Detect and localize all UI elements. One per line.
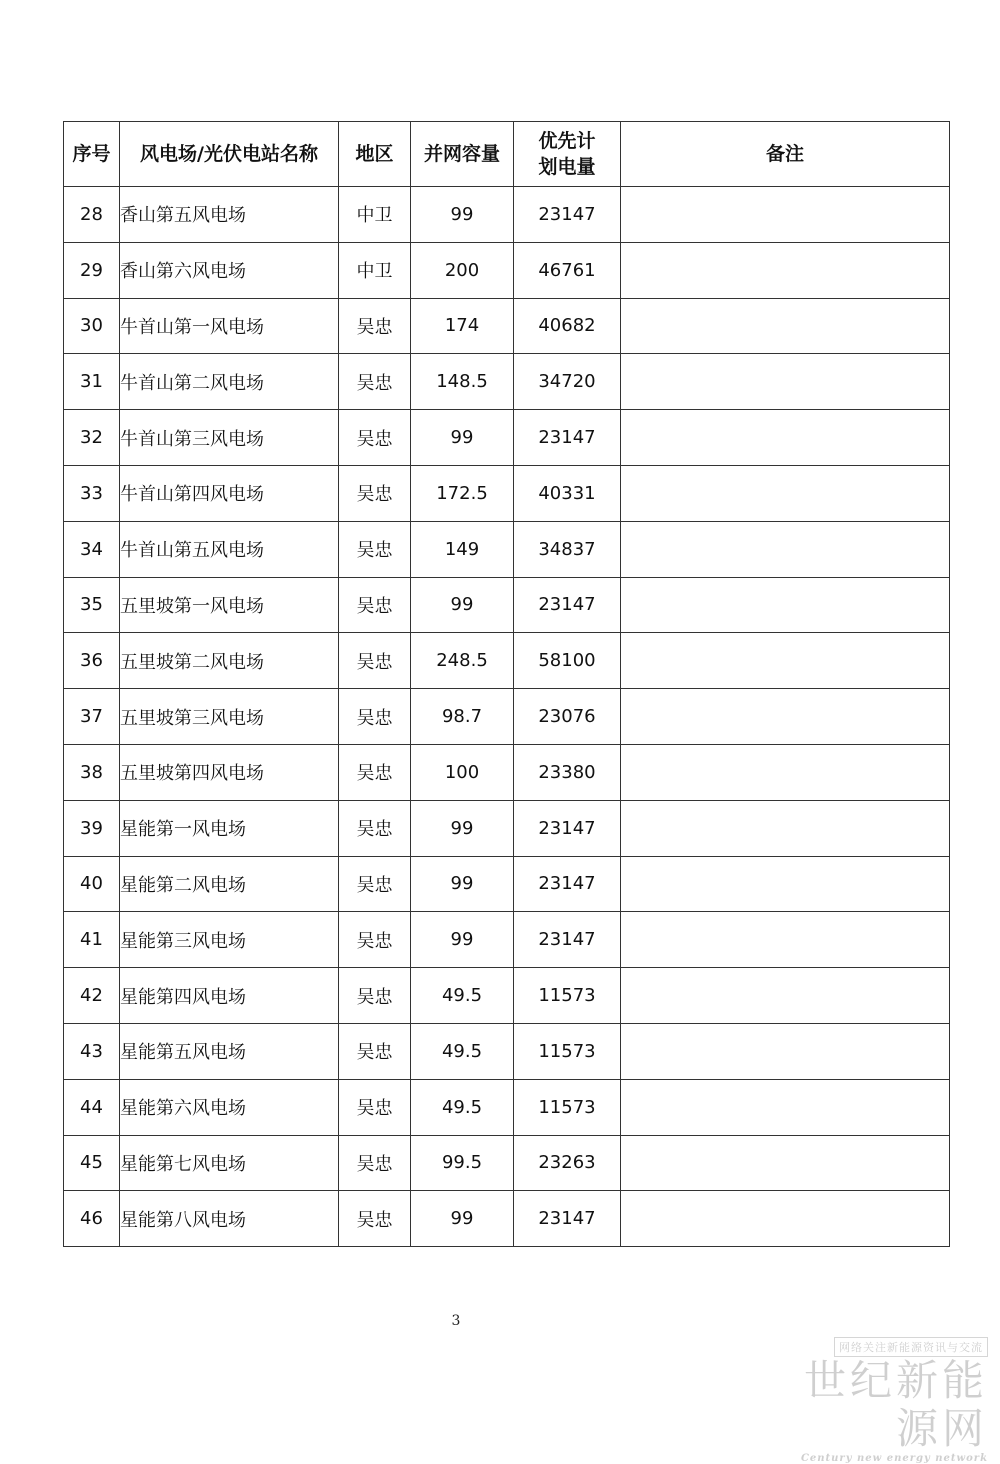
cell-seq: 28 [64, 187, 120, 243]
cell-capacity: 99 [411, 856, 514, 912]
table-row [64, 521, 950, 577]
cell-seq: 46 [64, 1191, 120, 1247]
cell-capacity: 248.5 [411, 633, 514, 689]
table-row [64, 689, 950, 745]
cell-plan: 23263 [514, 1135, 621, 1191]
cell-region: 吴忠 [339, 689, 411, 745]
cell-remark [621, 410, 950, 466]
cell-capacity: 99 [411, 912, 514, 968]
cell-remark [621, 912, 950, 968]
cell-plan: 11573 [514, 1023, 621, 1079]
cell-name: 星能第六风电场 [120, 1079, 339, 1135]
cell-remark [621, 800, 950, 856]
cell-region: 中卫 [339, 187, 411, 243]
cell-seq: 35 [64, 577, 120, 633]
cell-capacity: 99 [411, 410, 514, 466]
cell-region: 吴忠 [339, 354, 411, 410]
cell-capacity: 49.5 [411, 968, 514, 1024]
table-row [64, 242, 950, 298]
cell-capacity: 149 [411, 521, 514, 577]
watermark-tagline: 网络关注新能源资讯与交流 [834, 1337, 988, 1357]
table-row [64, 187, 950, 243]
cell-capacity: 49.5 [411, 1079, 514, 1135]
cell-name: 牛首山第一风电场 [120, 298, 339, 354]
watermark-logo: 世纪新能源网 [803, 1356, 988, 1453]
cell-name: 牛首山第二风电场 [120, 354, 339, 410]
cell-plan: 11573 [514, 1079, 621, 1135]
watermark-subtitle: Century new energy network [800, 1453, 988, 1464]
cell-region: 吴忠 [339, 577, 411, 633]
cell-region: 吴忠 [339, 1191, 411, 1247]
cell-seq: 42 [64, 968, 120, 1024]
cell-region: 吴忠 [339, 856, 411, 912]
header-name: 风电场/光伏电站名称 [120, 122, 339, 187]
cell-plan: 11573 [514, 968, 621, 1024]
header-seq: 序号 [64, 122, 120, 187]
cell-remark [621, 465, 950, 521]
cell-name: 五里坡第二风电场 [120, 633, 339, 689]
header-plan-line1: 优先计 [538, 130, 596, 152]
cell-region: 吴忠 [339, 298, 411, 354]
cell-seq: 41 [64, 912, 120, 968]
cell-remark [621, 689, 950, 745]
cell-remark [621, 242, 950, 298]
cell-region: 吴忠 [339, 968, 411, 1024]
cell-name: 香山第五风电场 [120, 187, 339, 243]
table-header-row [64, 122, 950, 187]
cell-region: 吴忠 [339, 521, 411, 577]
cell-plan: 23380 [514, 744, 621, 800]
cell-seq: 31 [64, 354, 120, 410]
table-row [64, 354, 950, 410]
watermark [766, 1336, 988, 1464]
cell-capacity: 172.5 [411, 465, 514, 521]
cell-remark [621, 1079, 950, 1135]
cell-region: 吴忠 [339, 1135, 411, 1191]
cell-region: 吴忠 [339, 410, 411, 466]
table-row [64, 1023, 950, 1079]
cell-remark [621, 1191, 950, 1247]
table-row [64, 577, 950, 633]
cell-name: 星能第五风电场 [120, 1023, 339, 1079]
cell-seq: 45 [64, 1135, 120, 1191]
table-row [64, 1191, 950, 1247]
cell-remark [621, 354, 950, 410]
cell-seq: 29 [64, 242, 120, 298]
station-table [63, 121, 950, 1247]
cell-region: 吴忠 [339, 800, 411, 856]
cell-seq: 38 [64, 744, 120, 800]
cell-remark [621, 521, 950, 577]
header-region: 地区 [339, 122, 411, 187]
header-capacity: 并网容量 [411, 122, 514, 187]
cell-capacity: 148.5 [411, 354, 514, 410]
cell-region: 吴忠 [339, 744, 411, 800]
page-number: 3 [451, 1313, 461, 1329]
cell-capacity: 99.5 [411, 1135, 514, 1191]
cell-plan: 23147 [514, 577, 621, 633]
cell-capacity: 49.5 [411, 1023, 514, 1079]
cell-region: 吴忠 [339, 633, 411, 689]
cell-seq: 32 [64, 410, 120, 466]
cell-seq: 33 [64, 465, 120, 521]
header-plan-line2: 划电量 [538, 156, 596, 178]
cell-remark [621, 744, 950, 800]
cell-name: 牛首山第三风电场 [120, 410, 339, 466]
table-row [64, 410, 950, 466]
cell-seq: 44 [64, 1079, 120, 1135]
cell-capacity: 200 [411, 242, 514, 298]
table-row [64, 465, 950, 521]
cell-remark [621, 1135, 950, 1191]
cell-capacity: 99 [411, 1191, 514, 1247]
cell-seq: 40 [64, 856, 120, 912]
cell-name: 星能第八风电场 [120, 1191, 339, 1247]
header-plan [514, 122, 621, 187]
table-row [64, 800, 950, 856]
cell-region: 吴忠 [339, 1079, 411, 1135]
header-remark: 备注 [621, 122, 950, 187]
cell-plan: 23147 [514, 800, 621, 856]
cell-region: 中卫 [339, 242, 411, 298]
cell-remark [621, 856, 950, 912]
table-row [64, 633, 950, 689]
cell-plan: 40682 [514, 298, 621, 354]
cell-seq: 34 [64, 521, 120, 577]
cell-seq: 37 [64, 689, 120, 745]
cell-name: 五里坡第一风电场 [120, 577, 339, 633]
cell-name: 星能第二风电场 [120, 856, 339, 912]
table-row [64, 744, 950, 800]
cell-name: 牛首山第五风电场 [120, 521, 339, 577]
cell-region: 吴忠 [339, 912, 411, 968]
cell-plan: 23147 [514, 1191, 621, 1247]
cell-capacity: 174 [411, 298, 514, 354]
cell-plan: 58100 [514, 633, 621, 689]
cell-seq: 30 [64, 298, 120, 354]
cell-seq: 39 [64, 800, 120, 856]
cell-plan: 40331 [514, 465, 621, 521]
cell-name: 香山第六风电场 [120, 242, 339, 298]
cell-name: 五里坡第三风电场 [120, 689, 339, 745]
table-row [64, 856, 950, 912]
cell-capacity: 100 [411, 744, 514, 800]
table-row [64, 298, 950, 354]
cell-plan: 34837 [514, 521, 621, 577]
table-row [64, 968, 950, 1024]
cell-seq: 36 [64, 633, 120, 689]
cell-capacity: 99 [411, 187, 514, 243]
cell-name: 星能第三风电场 [120, 912, 339, 968]
cell-capacity: 99 [411, 577, 514, 633]
table-row [64, 1079, 950, 1135]
cell-region: 吴忠 [339, 1023, 411, 1079]
cell-capacity: 98.7 [411, 689, 514, 745]
cell-remark [621, 1023, 950, 1079]
cell-capacity: 99 [411, 800, 514, 856]
cell-plan: 23147 [514, 187, 621, 243]
cell-name: 牛首山第四风电场 [120, 465, 339, 521]
cell-plan: 23147 [514, 856, 621, 912]
cell-remark [621, 577, 950, 633]
cell-plan: 23076 [514, 689, 621, 745]
cell-region: 吴忠 [339, 465, 411, 521]
cell-plan: 46761 [514, 242, 621, 298]
cell-seq: 43 [64, 1023, 120, 1079]
cell-remark [621, 633, 950, 689]
cell-plan: 23147 [514, 410, 621, 466]
cell-name: 星能第四风电场 [120, 968, 339, 1024]
cell-remark [621, 187, 950, 243]
table-row [64, 1135, 950, 1191]
cell-remark [621, 968, 950, 1024]
cell-name: 五里坡第四风电场 [120, 744, 339, 800]
cell-name: 星能第七风电场 [120, 1135, 339, 1191]
cell-plan: 23147 [514, 912, 621, 968]
cell-remark [621, 298, 950, 354]
cell-name: 星能第一风电场 [120, 800, 339, 856]
table-row [64, 912, 950, 968]
cell-plan: 34720 [514, 354, 621, 410]
